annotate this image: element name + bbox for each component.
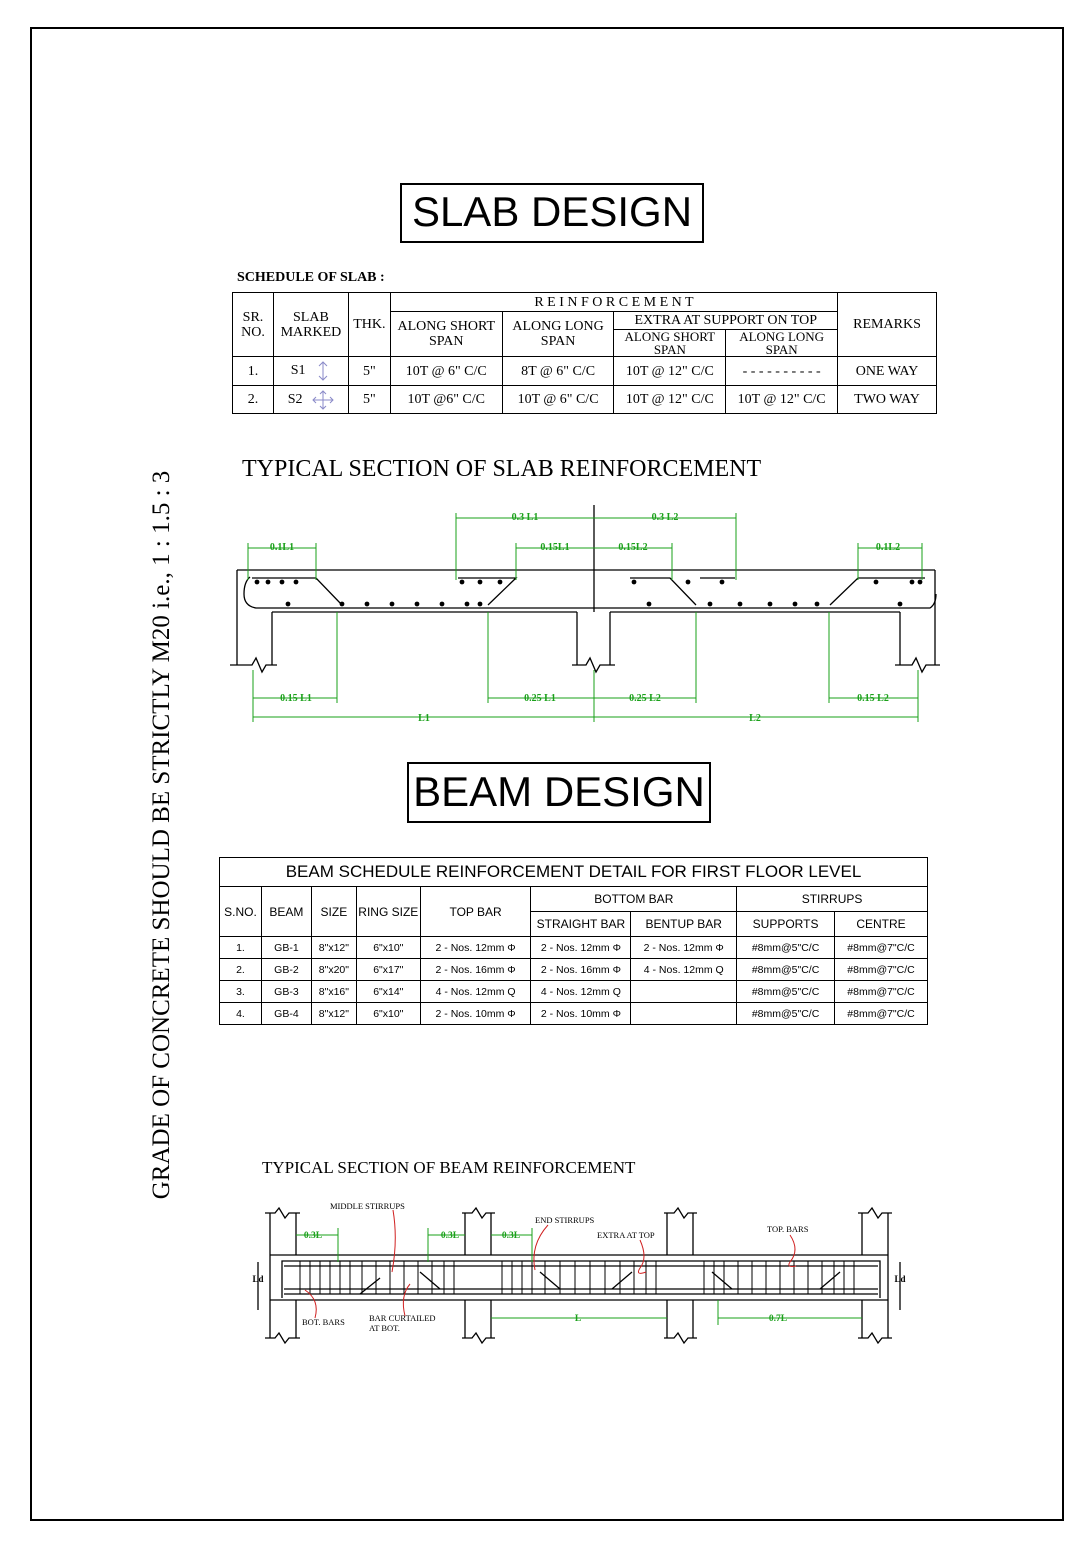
- top-bar-cell: 2 - Nos. 12mm Φ: [420, 937, 531, 959]
- long-span-cell: 8T @ 6" C/C: [502, 357, 614, 386]
- dim-0.25L2: 0.25 L2: [629, 693, 661, 704]
- sno-cell: 3.: [220, 981, 262, 1003]
- beam-design-title: BEAM DESIGN: [407, 762, 711, 823]
- table-row: [220, 1003, 928, 1025]
- straight-bar-header: STRAIGHT BAR: [531, 912, 631, 937]
- label-middle-stirrups: MIDDLE STIRRUPS: [330, 1201, 405, 1211]
- extra-long-cell: 10T @ 12" C/C: [726, 386, 838, 414]
- bentup-bar-header: BENTUP BAR: [631, 912, 737, 937]
- short-span-cell: 10T @ 6" C/C: [390, 357, 502, 386]
- dim-0.3L-left: 0.3L: [303, 1231, 323, 1241]
- bentup-bar-cell: 4 - Nos. 12mm Q: [631, 959, 737, 981]
- supports-cell: #8mm@5"C/C: [737, 1003, 835, 1025]
- dim-0.7L: 0.7L: [768, 1314, 788, 1324]
- dim-0.3L-right: 0.3L: [501, 1231, 521, 1241]
- centre-cell: #8mm@7"C/C: [835, 981, 928, 1003]
- beam-section-diagram: [0, 1190, 1092, 1350]
- dim-0.3L2: 0.3 L2: [651, 512, 679, 523]
- size-cell: 8"x20": [311, 959, 356, 981]
- dim-0.3L1: 0.3 L1: [511, 512, 539, 523]
- thk-cell: 5": [348, 386, 390, 414]
- beam-section-title: TYPICAL SECTION OF BEAM REINFORCEMENT: [262, 1158, 636, 1177]
- size-cell: 8"x12": [311, 1003, 356, 1025]
- straight-bar-cell: 2 - Nos. 12mm Φ: [531, 937, 631, 959]
- slab-design-title: SLAB DESIGN: [400, 183, 704, 243]
- beam-cell: GB-1: [261, 937, 311, 959]
- dim-0.15L2-top: 0.15L2: [618, 542, 648, 553]
- thk-header: THK.: [348, 293, 390, 357]
- extra-short-cell: 10T @ 12" C/C: [614, 357, 726, 386]
- table-row: [233, 357, 937, 386]
- sr-cell: 2.: [233, 386, 274, 414]
- dim-0.3L-mid: 0.3L: [440, 1231, 460, 1241]
- label-extra-at-top: EXTRA AT TOP: [597, 1230, 655, 1240]
- slab-section-diagram: [0, 500, 1092, 730]
- top-bar-header: TOP BAR: [420, 887, 531, 937]
- ring-cell: 6"x14": [356, 981, 420, 1003]
- sno-cell: 2.: [220, 959, 262, 981]
- table-row: [220, 959, 928, 981]
- slab-schedule-caption: SCHEDULE OF SLAB :: [237, 270, 385, 285]
- ring-cell: 6"x17": [356, 959, 420, 981]
- long-span-cell: 10T @ 6" C/C: [502, 386, 614, 414]
- straight-bar-cell: 2 - Nos. 16mm Φ: [531, 959, 631, 981]
- straight-bar-cell: 2 - Nos. 10mm Φ: [531, 1003, 631, 1025]
- centre-cell: #8mm@7"C/C: [835, 959, 928, 981]
- beam-cell: GB-3: [261, 981, 311, 1003]
- remarks-cell: TWO WAY: [838, 386, 937, 414]
- top-bar-cell: 2 - Nos. 10mm Φ: [420, 1003, 531, 1025]
- bentup-bar-cell: [631, 981, 737, 1003]
- label-at-bot: AT BOT.: [369, 1323, 400, 1333]
- centre-cell: #8mm@7"C/C: [835, 937, 928, 959]
- slab-schedule-table: [232, 292, 937, 414]
- label-bot-bars: BOT. BARS: [302, 1317, 345, 1327]
- size-cell: 8"x16": [311, 981, 356, 1003]
- table-row: [220, 981, 928, 1003]
- thk-cell: 5": [348, 357, 390, 386]
- dim-0.1L2: 0.1L2: [875, 542, 901, 553]
- sr-cell: 1.: [233, 357, 274, 386]
- bentup-bar-cell: 2 - Nos. 12mm Φ: [631, 937, 737, 959]
- straight-bar-cell: 4 - Nos. 12mm Q: [531, 981, 631, 1003]
- slab-cell: S1: [273, 357, 348, 386]
- extra-short-span-header: ALONG SHORT SPAN: [614, 330, 726, 357]
- table-row: [220, 937, 928, 959]
- sr-no-header: SR. NO.: [233, 293, 274, 357]
- slab-cell: S2: [273, 386, 348, 414]
- slab-section-title: TYPICAL SECTION OF SLAB REINFORCEMENT: [242, 456, 762, 482]
- extra-long-span-header: ALONG LONG SPAN: [726, 330, 838, 357]
- extra-short-cell: 10T @ 12" C/C: [614, 386, 726, 414]
- supports-header: SUPPORTS: [737, 912, 835, 937]
- ring-cell: 6"x10": [356, 937, 420, 959]
- remarks-cell: ONE WAY: [838, 357, 937, 386]
- table-row: [233, 386, 937, 414]
- label-top-bars: TOP. BARS: [767, 1224, 809, 1234]
- top-bar-cell: 2 - Nos. 16mm Φ: [420, 959, 531, 981]
- sno-cell: 4.: [220, 1003, 262, 1025]
- concrete-grade-note: GRADE OF CONCRETE SHOULD BE STRICTLY M20 i.e., 1 : 1.5 : 3: [148, 470, 175, 1200]
- dim-L2: L2: [749, 713, 761, 724]
- label-end-stirrups: END STIRRUPS: [535, 1215, 595, 1225]
- dim-L1: L1: [418, 713, 430, 724]
- size-cell: 8"x12": [311, 937, 356, 959]
- dim-0.25L1: 0.25 L1: [524, 693, 556, 704]
- beam-cell: GB-2: [261, 959, 311, 981]
- along-short-span-header: ALONG SHORT SPAN: [390, 312, 502, 357]
- along-long-span-header: ALONG LONG SPAN: [502, 312, 614, 357]
- beam-header: BEAM: [261, 887, 311, 937]
- label-bar-curtailed: BAR CURTAILED: [369, 1313, 436, 1323]
- short-span-cell: 10T @6" C/C: [390, 386, 502, 414]
- dim-0.15L1-bot: 0.15 L1: [280, 693, 312, 704]
- dim-ld-left: Ld: [252, 1274, 264, 1284]
- remarks-header: REMARKS: [838, 293, 937, 357]
- dim-L: L: [574, 1314, 582, 1324]
- dim-0.15L2-bot: 0.15 L2: [857, 693, 889, 704]
- sno-cell: 1.: [220, 937, 262, 959]
- sno-header: S.NO.: [220, 887, 262, 937]
- supports-cell: #8mm@5"C/C: [737, 959, 835, 981]
- centre-cell: #8mm@7"C/C: [835, 1003, 928, 1025]
- size-header: SIZE: [311, 887, 356, 937]
- one-way-arrow-icon: [315, 360, 331, 382]
- beam-schedule-caption: BEAM SCHEDULE REINFORCEMENT DETAIL FOR FIRST FLOOR LEVEL: [220, 858, 928, 887]
- supports-cell: #8mm@5"C/C: [737, 981, 835, 1003]
- bottom-bar-header: BOTTOM BAR: [531, 887, 737, 912]
- extra-at-support-header: EXTRA AT SUPPORT ON TOP: [614, 312, 838, 330]
- dim-ld-right: Ld: [894, 1274, 906, 1284]
- dim-0.1L1: 0.1L1: [269, 542, 295, 553]
- beam-schedule-table: [219, 857, 928, 1025]
- stirrups-header: STIRRUPS: [737, 887, 928, 912]
- slab-marked-header: SLAB MARKED: [273, 293, 348, 357]
- supports-cell: #8mm@5"C/C: [737, 937, 835, 959]
- dim-0.15L1-top: 0.15L1: [540, 542, 570, 553]
- extra-long-cell: - - - - - - - - - -: [726, 357, 838, 386]
- reinforcement-header: R E I N F O R C E M E N T: [390, 293, 837, 312]
- top-bar-cell: 4 - Nos. 12mm Q: [420, 981, 531, 1003]
- bentup-bar-cell: [631, 1003, 737, 1025]
- two-way-arrow-icon: [312, 390, 334, 410]
- centre-header: CENTRE: [835, 912, 928, 937]
- beam-cell: GB-4: [261, 1003, 311, 1025]
- ring-cell: 6"x10": [356, 1003, 420, 1025]
- ring-size-header: RING SIZE: [356, 887, 420, 937]
